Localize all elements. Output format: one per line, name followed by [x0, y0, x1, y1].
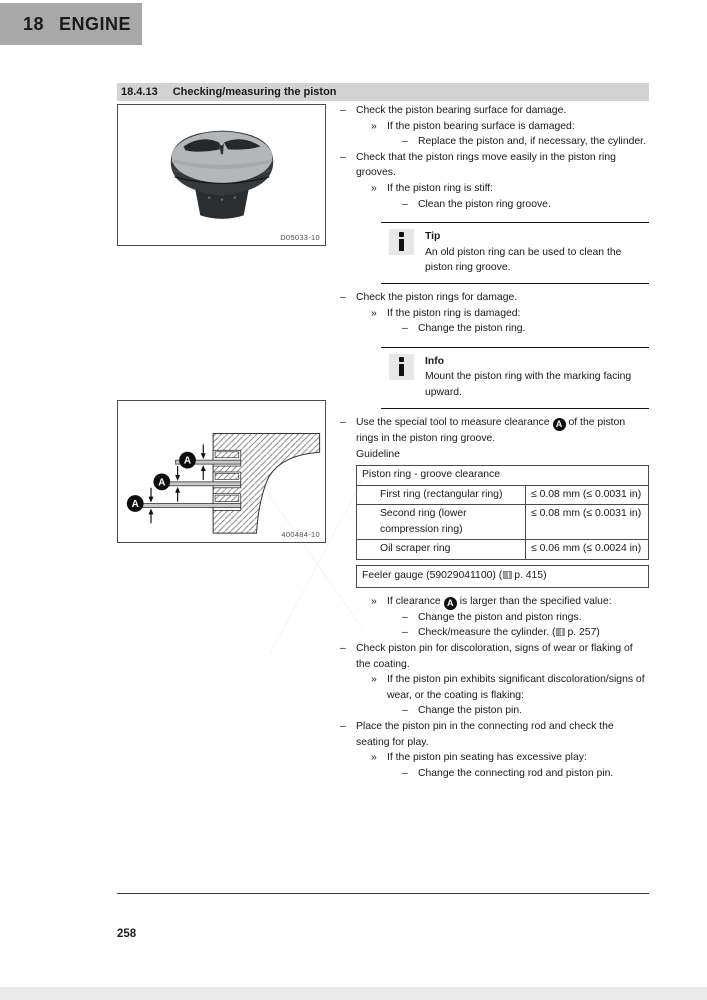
- condition-text: If the piston ring is stiff:: [387, 182, 494, 194]
- action-text: Change the piston ring.: [418, 323, 526, 335]
- info-icon: [389, 229, 414, 255]
- table-row: [357, 540, 649, 560]
- list-item: [402, 703, 649, 719]
- list-item: [371, 594, 649, 610]
- action-text-pre: Check/measure the cylinder. (: [418, 627, 556, 639]
- table-header-row: [357, 465, 649, 485]
- list-item: [340, 150, 649, 181]
- step-text: Check that the piston rings move easily in the piston ring grooves.: [356, 151, 616, 179]
- tip-box: [381, 222, 649, 284]
- list-item: [340, 290, 649, 306]
- figure-ring-clearance-diagram: [117, 400, 326, 543]
- section-number: 18.4.13: [121, 86, 158, 98]
- instruction-list: [340, 103, 649, 781]
- table-cell-item: Oil scraper ring: [357, 540, 526, 560]
- bullet-dash: –: [340, 291, 346, 303]
- figure-caption: D05033-10: [280, 233, 320, 242]
- bullet-dash: –: [340, 643, 346, 655]
- ring-clearance-drawing: [118, 401, 325, 542]
- book-icon: [556, 628, 565, 636]
- bullet-dash: –: [402, 767, 408, 779]
- condition-text-post: is larger than the specified value:: [459, 595, 612, 607]
- condition-text: If the piston bearing surface is damaged:: [387, 120, 575, 132]
- bullet-dash: –: [340, 151, 346, 163]
- page-number: 258: [117, 928, 137, 940]
- chapter-title: ENGINE: [59, 13, 132, 34]
- condition-text: If the piston pin exhibits significant discoloration/signs of wear, or the coating is flaking:: [387, 674, 645, 701]
- bullet-chevron: »: [371, 120, 377, 132]
- clearance-a-badge: A: [553, 418, 566, 431]
- list-item: [340, 103, 649, 119]
- cylinder-page-ref[interactable]: p. 257): [567, 627, 600, 639]
- info-box: [381, 347, 649, 409]
- chapter-number: 18: [23, 13, 45, 34]
- bullet-dash: –: [402, 323, 408, 335]
- table-row: [357, 485, 649, 505]
- info-content: [425, 354, 649, 401]
- step-text: [356, 415, 649, 447]
- action-text: Replace the piston and, if necessary, the cylinder.: [418, 136, 646, 148]
- condition-text: If the piston pin seating has excessive play:: [387, 752, 587, 764]
- action-text: Change the piston and piston rings.: [418, 611, 582, 623]
- tool-reference-box: [356, 565, 649, 588]
- svg-text:A: A: [158, 477, 166, 489]
- bullet-chevron: »: [371, 674, 377, 686]
- step-text-pre: Use the special tool to measure clearance: [356, 416, 550, 428]
- bullet-dash: –: [340, 105, 346, 116]
- condition-text: If the piston ring is damaged:: [387, 307, 521, 319]
- info-title: Info: [425, 355, 445, 367]
- bullet-chevron: »: [371, 595, 377, 607]
- table-header: Piston ring - groove clearance: [357, 465, 649, 485]
- table-cell-value: ≤ 0.08 mm (≤ 0.0031 in): [526, 485, 649, 505]
- guideline-label: Guideline: [356, 449, 400, 461]
- piston-illustration: [118, 105, 325, 245]
- list-item: [340, 641, 649, 672]
- list-item: [371, 306, 649, 322]
- list-item: [340, 415, 649, 447]
- action-text: Change the piston pin.: [418, 705, 522, 717]
- svg-text:A: A: [131, 498, 139, 510]
- step-text-post: of the piston rings in the piston ring groove.: [356, 416, 626, 444]
- action-text: Change the connecting rod and piston pin.: [418, 767, 614, 779]
- figure-piston-photo: [117, 104, 326, 246]
- bullet-dash: –: [402, 136, 408, 148]
- list-item: [402, 134, 649, 150]
- table-cell-value: ≤ 0.08 mm (≤ 0.0031 in): [526, 505, 649, 540]
- table-cell-item: Second ring (lower compression ring): [357, 505, 526, 540]
- bullet-chevron: »: [371, 182, 377, 194]
- step-text: Check the piston rings for damage.: [356, 291, 518, 303]
- bullet-dash: –: [340, 721, 346, 732]
- list-item: [371, 119, 649, 135]
- tool-page-ref[interactable]: p. 415): [514, 569, 547, 581]
- info-text: Mount the piston ring with the marking facing upward.: [425, 371, 632, 398]
- chapter-header: [0, 3, 142, 45]
- bullet-chevron: »: [371, 307, 377, 319]
- condition-text-pre: If clearance: [387, 595, 441, 607]
- bullet-dash: –: [402, 611, 408, 623]
- clearance-a-badge: A: [444, 597, 457, 610]
- section-title: Checking/measuring the piston: [172, 86, 337, 98]
- table-row: [357, 505, 649, 540]
- bullet-chevron: »: [371, 752, 377, 764]
- action-text: [418, 625, 649, 641]
- table-cell-item: First ring (rectangular ring): [357, 485, 526, 505]
- svg-text:A: A: [183, 455, 192, 467]
- book-icon: [503, 571, 512, 579]
- bullet-dash: –: [402, 705, 408, 717]
- tip-content: [425, 229, 649, 276]
- bullet-dash: –: [402, 627, 408, 639]
- section-heading: [117, 83, 649, 101]
- footer-rule: [117, 893, 649, 894]
- action-text: Clean the piston ring groove.: [418, 198, 551, 210]
- list-item: [371, 181, 649, 197]
- clearance-table: [356, 465, 649, 560]
- tool-text: Feeler gauge (59029041100) (: [362, 569, 503, 581]
- list-item: [340, 719, 649, 750]
- clearance-badge-a3: [127, 495, 144, 512]
- list-item: [402, 197, 649, 213]
- list-item: [402, 610, 649, 626]
- step-text: Check the piston bearing surface for damage.: [356, 105, 567, 116]
- bullet-dash: –: [402, 198, 408, 210]
- figure-caption: 400484-10: [281, 530, 320, 539]
- table-cell-value: ≤ 0.06 mm (≤ 0.0024 in): [526, 540, 649, 560]
- list-item: [371, 750, 649, 766]
- clearance-badge-a2: [153, 473, 170, 490]
- condition-text: [387, 594, 649, 610]
- list-item: [402, 766, 649, 782]
- step-text: Place the piston pin in the connecting rod and check the seating for play.: [356, 721, 614, 748]
- tip-text: An old piston ring can be used to clean the piston ring groove.: [425, 246, 622, 274]
- step-text: Check piston pin for discoloration, signs of wear or flaking of the coating.: [356, 643, 633, 670]
- list-item: [402, 625, 649, 641]
- info-icon: [389, 354, 414, 380]
- list-item: [371, 672, 649, 703]
- bullet-dash: –: [340, 416, 346, 428]
- list-item: [402, 321, 649, 337]
- tip-title: Tip: [425, 231, 441, 243]
- page-bottom-edge: [0, 987, 707, 1000]
- clearance-badge-a1: [179, 452, 196, 469]
